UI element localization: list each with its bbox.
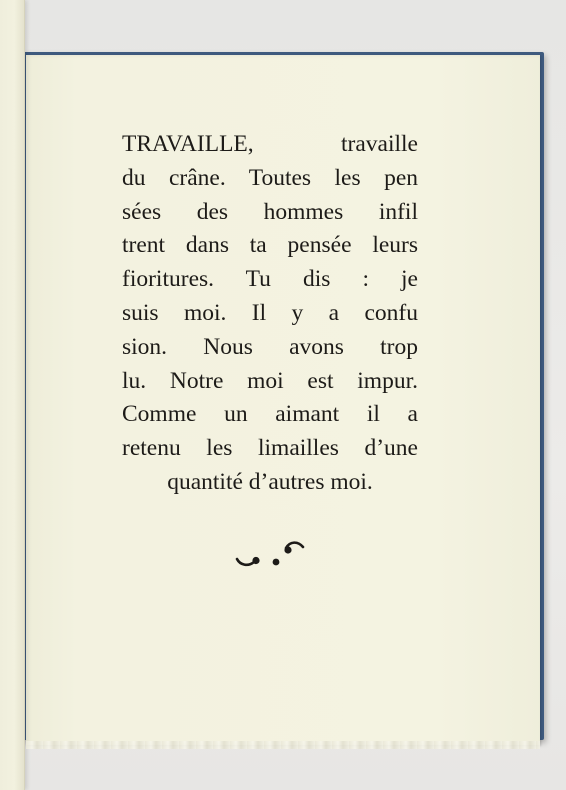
text-line-8: lu. Notre moi est impur. [122, 367, 418, 394]
facing-page-edge [0, 0, 25, 790]
text-line-9: Comme un aimant il a [122, 401, 418, 428]
fleuron-ornament-icon [234, 538, 306, 572]
text-line-2: du crâne. Toutes les pen [122, 164, 418, 191]
text-line-3: sées des hommes infil [122, 198, 418, 225]
text-line-5: fioritures. Tu dis : je [122, 266, 418, 293]
text-line-11: quantité d’autres moi. [167, 468, 373, 495]
text-line-1: TRAVAILLE, travaille [122, 131, 418, 157]
poem-text-block [122, 128, 418, 500]
text-line-7: sion. Nous avons trop [122, 333, 418, 360]
deckle-edge [26, 741, 540, 749]
text-line-6: suis moi. Il y a confu [122, 299, 418, 326]
text-line-4: trent dans ta pensée leurs [122, 232, 418, 259]
text-line-10: retenu les limailles d’une [122, 435, 418, 462]
